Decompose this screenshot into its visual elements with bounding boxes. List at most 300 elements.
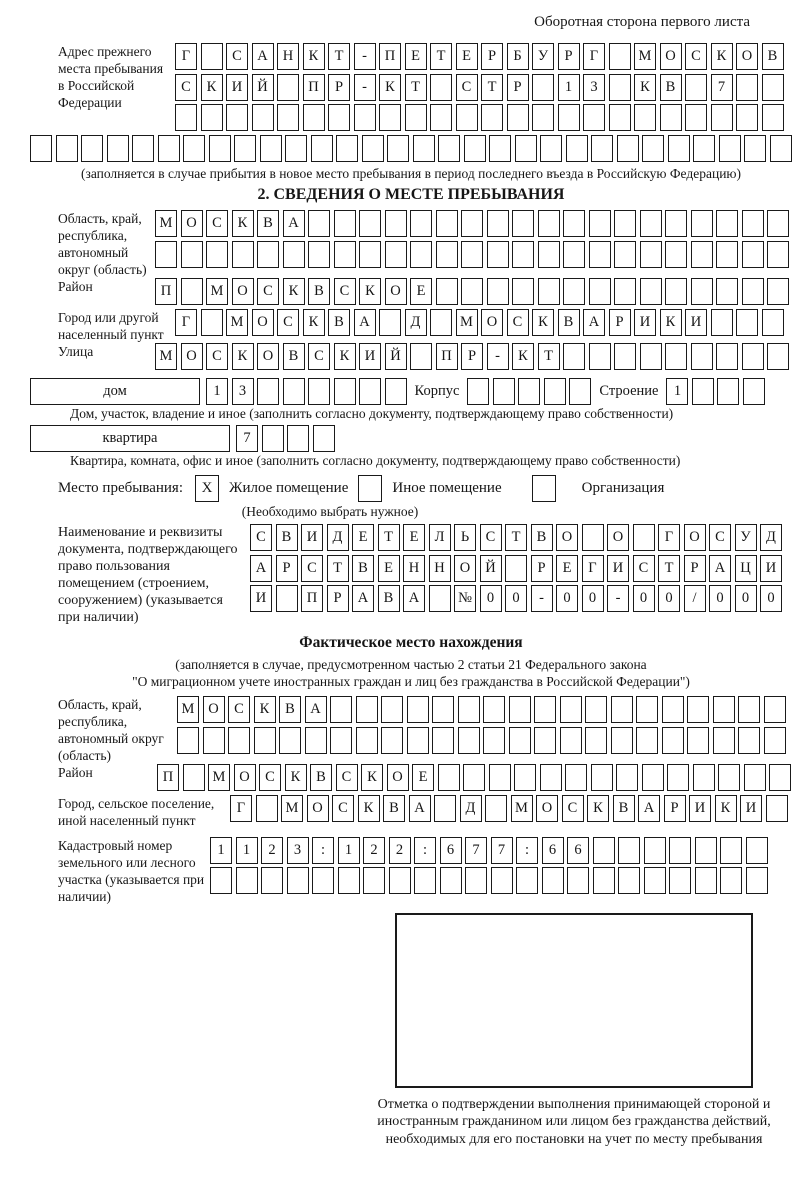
char-cell[interactable] — [389, 867, 411, 894]
char-cell[interactable]: С — [277, 309, 299, 336]
char-cell[interactable]: С — [175, 74, 197, 101]
char-cell[interactable]: Р — [531, 555, 553, 582]
char-cell[interactable] — [767, 278, 789, 305]
char-cell[interactable] — [614, 278, 636, 305]
other-premises-checkbox[interactable] — [358, 475, 382, 502]
char-cell[interactable] — [738, 696, 760, 723]
char-cell[interactable] — [563, 210, 585, 237]
char-cell[interactable] — [379, 309, 401, 336]
char-cell[interactable] — [618, 837, 640, 864]
char-cell[interactable] — [201, 43, 223, 70]
char-cell[interactable] — [617, 135, 639, 162]
char-cell[interactable] — [336, 135, 358, 162]
char-cell[interactable]: Г — [583, 43, 605, 70]
char-cell[interactable]: - — [354, 74, 376, 101]
char-cell[interactable] — [410, 241, 432, 268]
char-cell[interactable] — [563, 343, 585, 370]
char-cell[interactable] — [669, 867, 691, 894]
char-cell[interactable] — [687, 727, 709, 754]
char-cell[interactable]: К — [303, 43, 325, 70]
char-cell[interactable]: Р — [684, 555, 706, 582]
char-cell[interactable]: П — [155, 278, 177, 305]
char-cell[interactable] — [567, 867, 589, 894]
char-cell[interactable]: В — [613, 795, 635, 822]
char-cell[interactable] — [589, 241, 611, 268]
char-cell[interactable] — [640, 210, 662, 237]
char-cell[interactable]: О — [203, 696, 225, 723]
char-cell[interactable] — [532, 104, 554, 131]
char-cell[interactable]: С — [336, 764, 358, 791]
char-cell[interactable] — [359, 378, 381, 405]
char-cell[interactable]: № — [454, 585, 476, 612]
char-cell[interactable]: К — [201, 74, 223, 101]
char-cell[interactable] — [257, 378, 279, 405]
char-cell[interactable] — [668, 135, 690, 162]
char-cell[interactable] — [738, 727, 760, 754]
char-cell[interactable]: 0 — [658, 585, 680, 612]
char-cell[interactable]: А — [354, 309, 376, 336]
char-cell[interactable]: Г — [175, 43, 197, 70]
char-cell[interactable]: О — [481, 309, 503, 336]
char-cell[interactable]: Т — [327, 555, 349, 582]
char-cell[interactable] — [636, 696, 658, 723]
char-cell[interactable]: И — [760, 555, 782, 582]
char-cell[interactable] — [410, 343, 432, 370]
char-cell[interactable]: И — [689, 795, 711, 822]
char-cell[interactable]: В — [558, 309, 580, 336]
char-cell[interactable] — [463, 764, 485, 791]
char-cell[interactable] — [330, 696, 352, 723]
char-cell[interactable] — [736, 74, 758, 101]
char-cell[interactable] — [719, 135, 741, 162]
char-cell[interactable]: В — [276, 524, 298, 551]
char-cell[interactable]: П — [301, 585, 323, 612]
char-cell[interactable] — [430, 104, 452, 131]
char-cell[interactable] — [563, 241, 585, 268]
char-cell[interactable] — [436, 210, 458, 237]
char-cell[interactable] — [155, 241, 177, 268]
char-cell[interactable]: И — [634, 309, 656, 336]
char-cell[interactable]: О — [607, 524, 629, 551]
char-cell[interactable] — [56, 135, 78, 162]
char-cell[interactable]: Д — [760, 524, 782, 551]
char-cell[interactable] — [716, 210, 738, 237]
char-cell[interactable] — [720, 867, 742, 894]
char-cell[interactable]: А — [250, 555, 272, 582]
char-cell[interactable]: / — [684, 585, 706, 612]
char-cell[interactable]: К — [359, 278, 381, 305]
char-cell[interactable] — [203, 727, 225, 754]
char-cell[interactable] — [334, 241, 356, 268]
char-cell[interactable] — [767, 210, 789, 237]
char-cell[interactable] — [614, 241, 636, 268]
char-cell[interactable]: А — [305, 696, 327, 723]
char-cell[interactable] — [538, 241, 560, 268]
char-cell[interactable] — [642, 764, 664, 791]
char-cell[interactable]: М — [456, 309, 478, 336]
char-cell[interactable] — [430, 309, 452, 336]
char-cell[interactable] — [767, 241, 789, 268]
char-cell[interactable]: К — [634, 74, 656, 101]
char-cell[interactable]: М — [634, 43, 656, 70]
char-cell[interactable] — [667, 764, 689, 791]
char-cell[interactable] — [609, 104, 631, 131]
char-cell[interactable] — [538, 278, 560, 305]
char-cell[interactable]: А — [583, 309, 605, 336]
char-cell[interactable] — [583, 104, 605, 131]
char-cell[interactable]: В — [257, 210, 279, 237]
char-cell[interactable] — [589, 278, 611, 305]
char-cell[interactable]: Д — [405, 309, 427, 336]
char-cell[interactable]: С — [257, 278, 279, 305]
char-cell[interactable]: И — [685, 309, 707, 336]
char-cell[interactable] — [609, 43, 631, 70]
char-cell[interactable]: В — [378, 585, 400, 612]
char-cell[interactable] — [432, 696, 454, 723]
char-cell[interactable]: - — [531, 585, 553, 612]
char-cell[interactable] — [226, 104, 248, 131]
char-cell[interactable] — [640, 241, 662, 268]
char-cell[interactable]: 1 — [558, 74, 580, 101]
char-cell[interactable]: Н — [277, 43, 299, 70]
char-cell[interactable]: Р — [276, 555, 298, 582]
char-cell[interactable]: Е — [556, 555, 578, 582]
char-cell[interactable] — [283, 241, 305, 268]
char-cell[interactable]: О — [736, 43, 758, 70]
char-cell[interactable] — [201, 309, 223, 336]
char-cell[interactable] — [308, 241, 330, 268]
char-cell[interactable]: Т — [481, 74, 503, 101]
char-cell[interactable] — [313, 425, 335, 452]
char-cell[interactable] — [158, 135, 180, 162]
char-cell[interactable] — [691, 241, 713, 268]
char-cell[interactable] — [611, 696, 633, 723]
char-cell[interactable]: М — [155, 343, 177, 370]
char-cell[interactable]: Й — [385, 343, 407, 370]
char-cell[interactable] — [569, 378, 591, 405]
char-cell[interactable]: 2 — [261, 837, 283, 864]
char-cell[interactable]: И — [301, 524, 323, 551]
char-cell[interactable] — [285, 135, 307, 162]
char-cell[interactable]: 0 — [480, 585, 502, 612]
char-cell[interactable] — [514, 764, 536, 791]
char-cell[interactable] — [303, 104, 325, 131]
char-cell[interactable] — [338, 867, 360, 894]
char-cell[interactable] — [746, 867, 768, 894]
char-cell[interactable]: Р — [609, 309, 631, 336]
char-cell[interactable]: В — [352, 555, 374, 582]
char-cell[interactable] — [711, 104, 733, 131]
char-cell[interactable]: С — [301, 555, 323, 582]
char-cell[interactable]: 0 — [735, 585, 757, 612]
char-cell[interactable] — [330, 727, 352, 754]
char-cell[interactable]: О — [684, 524, 706, 551]
char-cell[interactable] — [512, 210, 534, 237]
char-cell[interactable] — [716, 278, 738, 305]
char-cell[interactable]: 1 — [236, 837, 258, 864]
char-cell[interactable]: 6 — [542, 837, 564, 864]
char-cell[interactable] — [618, 867, 640, 894]
char-cell[interactable] — [464, 135, 486, 162]
char-cell[interactable]: Р — [461, 343, 483, 370]
char-cell[interactable] — [634, 104, 656, 131]
char-cell[interactable] — [405, 104, 427, 131]
char-cell[interactable] — [385, 378, 407, 405]
char-cell[interactable] — [614, 210, 636, 237]
char-cell[interactable] — [687, 696, 709, 723]
char-cell[interactable]: Н — [429, 555, 451, 582]
char-cell[interactable] — [487, 241, 509, 268]
char-cell[interactable] — [762, 74, 784, 101]
char-cell[interactable]: К — [232, 343, 254, 370]
char-cell[interactable]: 0 — [582, 585, 604, 612]
char-cell[interactable]: Л — [429, 524, 451, 551]
organization-checkbox[interactable] — [532, 475, 556, 502]
char-cell[interactable]: А — [252, 43, 274, 70]
char-cell[interactable]: Р — [664, 795, 686, 822]
char-cell[interactable] — [354, 104, 376, 131]
char-cell[interactable]: А — [283, 210, 305, 237]
char-cell[interactable] — [540, 764, 562, 791]
char-cell[interactable]: О — [252, 309, 274, 336]
char-cell[interactable]: 1 — [338, 837, 360, 864]
char-cell[interactable] — [665, 278, 687, 305]
char-cell[interactable] — [262, 425, 284, 452]
char-cell[interactable] — [746, 837, 768, 864]
char-cell[interactable] — [642, 135, 664, 162]
char-cell[interactable] — [669, 837, 691, 864]
char-cell[interactable] — [691, 210, 713, 237]
char-cell[interactable]: С — [226, 43, 248, 70]
char-cell[interactable] — [509, 696, 531, 723]
char-cell[interactable] — [183, 135, 205, 162]
char-cell[interactable] — [385, 241, 407, 268]
char-cell[interactable]: К — [334, 343, 356, 370]
char-cell[interactable]: В — [283, 343, 305, 370]
char-cell[interactable] — [593, 867, 615, 894]
char-cell[interactable] — [542, 867, 564, 894]
char-cell[interactable]: Т — [658, 555, 680, 582]
char-cell[interactable]: Г — [658, 524, 680, 551]
char-cell[interactable]: К — [711, 43, 733, 70]
char-cell[interactable] — [308, 378, 330, 405]
char-cell[interactable]: Е — [456, 43, 478, 70]
char-cell[interactable] — [742, 241, 764, 268]
char-cell[interactable] — [312, 867, 334, 894]
char-cell[interactable] — [544, 378, 566, 405]
char-cell[interactable]: П — [303, 74, 325, 101]
char-cell[interactable]: М — [226, 309, 248, 336]
char-cell[interactable]: К — [379, 74, 401, 101]
char-cell[interactable]: С — [480, 524, 502, 551]
char-cell[interactable] — [640, 278, 662, 305]
char-cell[interactable]: Т — [378, 524, 400, 551]
char-cell[interactable]: Т — [430, 43, 452, 70]
char-cell[interactable]: 1 — [206, 378, 228, 405]
char-cell[interactable] — [589, 343, 611, 370]
char-cell[interactable] — [589, 210, 611, 237]
char-cell[interactable]: О — [257, 343, 279, 370]
char-cell[interactable]: П — [379, 43, 401, 70]
char-cell[interactable] — [767, 343, 789, 370]
char-cell[interactable] — [283, 378, 305, 405]
char-cell[interactable]: У — [532, 43, 554, 70]
char-cell[interactable]: 7 — [711, 74, 733, 101]
char-cell[interactable]: К — [232, 210, 254, 237]
char-cell[interactable] — [436, 278, 458, 305]
char-cell[interactable] — [644, 837, 666, 864]
char-cell[interactable] — [487, 210, 509, 237]
char-cell[interactable]: Р — [328, 74, 350, 101]
char-cell[interactable] — [563, 278, 585, 305]
char-cell[interactable] — [181, 241, 203, 268]
char-cell[interactable] — [379, 104, 401, 131]
char-cell[interactable]: Е — [352, 524, 374, 551]
char-cell[interactable]: Й — [480, 555, 502, 582]
char-cell[interactable] — [181, 278, 203, 305]
char-cell[interactable]: У — [735, 524, 757, 551]
char-cell[interactable]: О — [385, 278, 407, 305]
char-cell[interactable]: О — [454, 555, 476, 582]
char-cell[interactable] — [744, 135, 766, 162]
char-cell[interactable] — [695, 867, 717, 894]
char-cell[interactable]: 0 — [760, 585, 782, 612]
char-cell[interactable] — [328, 104, 350, 131]
char-cell[interactable] — [410, 210, 432, 237]
char-cell[interactable] — [132, 135, 154, 162]
char-cell[interactable] — [440, 867, 462, 894]
char-cell[interactable] — [764, 696, 786, 723]
char-cell[interactable]: И — [740, 795, 762, 822]
char-cell[interactable]: О — [181, 343, 203, 370]
char-cell[interactable] — [532, 74, 554, 101]
char-cell[interactable] — [236, 867, 258, 894]
char-cell[interactable]: 7 — [491, 837, 513, 864]
char-cell[interactable]: 2 — [363, 837, 385, 864]
char-cell[interactable] — [660, 104, 682, 131]
char-cell[interactable] — [456, 104, 478, 131]
char-cell[interactable]: И — [607, 555, 629, 582]
char-cell[interactable] — [665, 343, 687, 370]
char-cell[interactable]: С — [633, 555, 655, 582]
char-cell[interactable]: 2 — [389, 837, 411, 864]
char-cell[interactable]: К — [660, 309, 682, 336]
char-cell[interactable] — [516, 867, 538, 894]
char-cell[interactable]: 3 — [232, 378, 254, 405]
char-cell[interactable]: С — [456, 74, 478, 101]
char-cell[interactable] — [493, 378, 515, 405]
char-cell[interactable] — [713, 696, 735, 723]
char-cell[interactable] — [614, 343, 636, 370]
char-cell[interactable] — [515, 135, 537, 162]
char-cell[interactable]: : — [312, 837, 334, 864]
char-cell[interactable]: Р — [558, 43, 580, 70]
char-cell[interactable]: М — [155, 210, 177, 237]
char-cell[interactable] — [277, 104, 299, 131]
char-cell[interactable] — [736, 309, 758, 336]
char-cell[interactable]: М — [208, 764, 230, 791]
char-cell[interactable]: Ц — [735, 555, 757, 582]
char-cell[interactable]: Д — [327, 524, 349, 551]
char-cell[interactable] — [485, 795, 507, 822]
char-cell[interactable]: И — [226, 74, 248, 101]
char-cell[interactable]: А — [709, 555, 731, 582]
char-cell[interactable]: 1 — [666, 378, 688, 405]
char-cell[interactable]: К — [283, 278, 305, 305]
char-cell[interactable]: С — [334, 278, 356, 305]
char-cell[interactable] — [334, 378, 356, 405]
char-cell[interactable] — [210, 867, 232, 894]
char-cell[interactable]: 0 — [633, 585, 655, 612]
char-cell[interactable] — [483, 696, 505, 723]
char-cell[interactable]: О — [660, 43, 682, 70]
char-cell[interactable] — [407, 696, 429, 723]
char-cell[interactable]: С — [259, 764, 281, 791]
char-cell[interactable]: С — [685, 43, 707, 70]
char-cell[interactable] — [461, 278, 483, 305]
char-cell[interactable] — [30, 135, 52, 162]
char-cell[interactable]: : — [414, 837, 436, 864]
char-cell[interactable]: В — [310, 764, 332, 791]
char-cell[interactable] — [665, 210, 687, 237]
char-cell[interactable] — [560, 696, 582, 723]
char-cell[interactable] — [381, 727, 403, 754]
char-cell[interactable] — [736, 104, 758, 131]
char-cell[interactable]: О — [387, 764, 409, 791]
char-cell[interactable] — [305, 727, 327, 754]
char-cell[interactable] — [691, 343, 713, 370]
char-cell[interactable] — [695, 837, 717, 864]
char-cell[interactable] — [489, 135, 511, 162]
char-cell[interactable] — [429, 585, 451, 612]
char-cell[interactable] — [201, 104, 223, 131]
char-cell[interactable]: Г — [175, 309, 197, 336]
char-cell[interactable]: М — [511, 795, 533, 822]
char-cell[interactable] — [279, 727, 301, 754]
char-cell[interactable] — [260, 135, 282, 162]
char-cell[interactable]: Д — [460, 795, 482, 822]
char-cell[interactable] — [766, 795, 788, 822]
char-cell[interactable]: О — [556, 524, 578, 551]
char-cell[interactable] — [413, 135, 435, 162]
char-cell[interactable]: 3 — [583, 74, 605, 101]
char-cell[interactable] — [518, 378, 540, 405]
char-cell[interactable] — [81, 135, 103, 162]
char-cell[interactable]: А — [638, 795, 660, 822]
char-cell[interactable] — [334, 210, 356, 237]
char-cell[interactable]: С — [308, 343, 330, 370]
char-cell[interactable]: П — [157, 764, 179, 791]
char-cell[interactable] — [175, 104, 197, 131]
char-cell[interactable] — [743, 378, 765, 405]
char-cell[interactable] — [636, 727, 658, 754]
char-cell[interactable] — [252, 104, 274, 131]
char-cell[interactable]: К — [358, 795, 380, 822]
char-cell[interactable] — [359, 210, 381, 237]
char-cell[interactable] — [489, 764, 511, 791]
char-cell[interactable]: Й — [252, 74, 274, 101]
char-cell[interactable]: 6 — [567, 837, 589, 864]
char-cell[interactable] — [644, 867, 666, 894]
char-cell[interactable]: 3 — [287, 837, 309, 864]
char-cell[interactable]: К — [285, 764, 307, 791]
char-cell[interactable]: Р — [327, 585, 349, 612]
char-cell[interactable]: М — [177, 696, 199, 723]
char-cell[interactable] — [481, 104, 503, 131]
char-cell[interactable]: В — [660, 74, 682, 101]
char-cell[interactable] — [507, 104, 529, 131]
char-cell[interactable] — [363, 867, 385, 894]
